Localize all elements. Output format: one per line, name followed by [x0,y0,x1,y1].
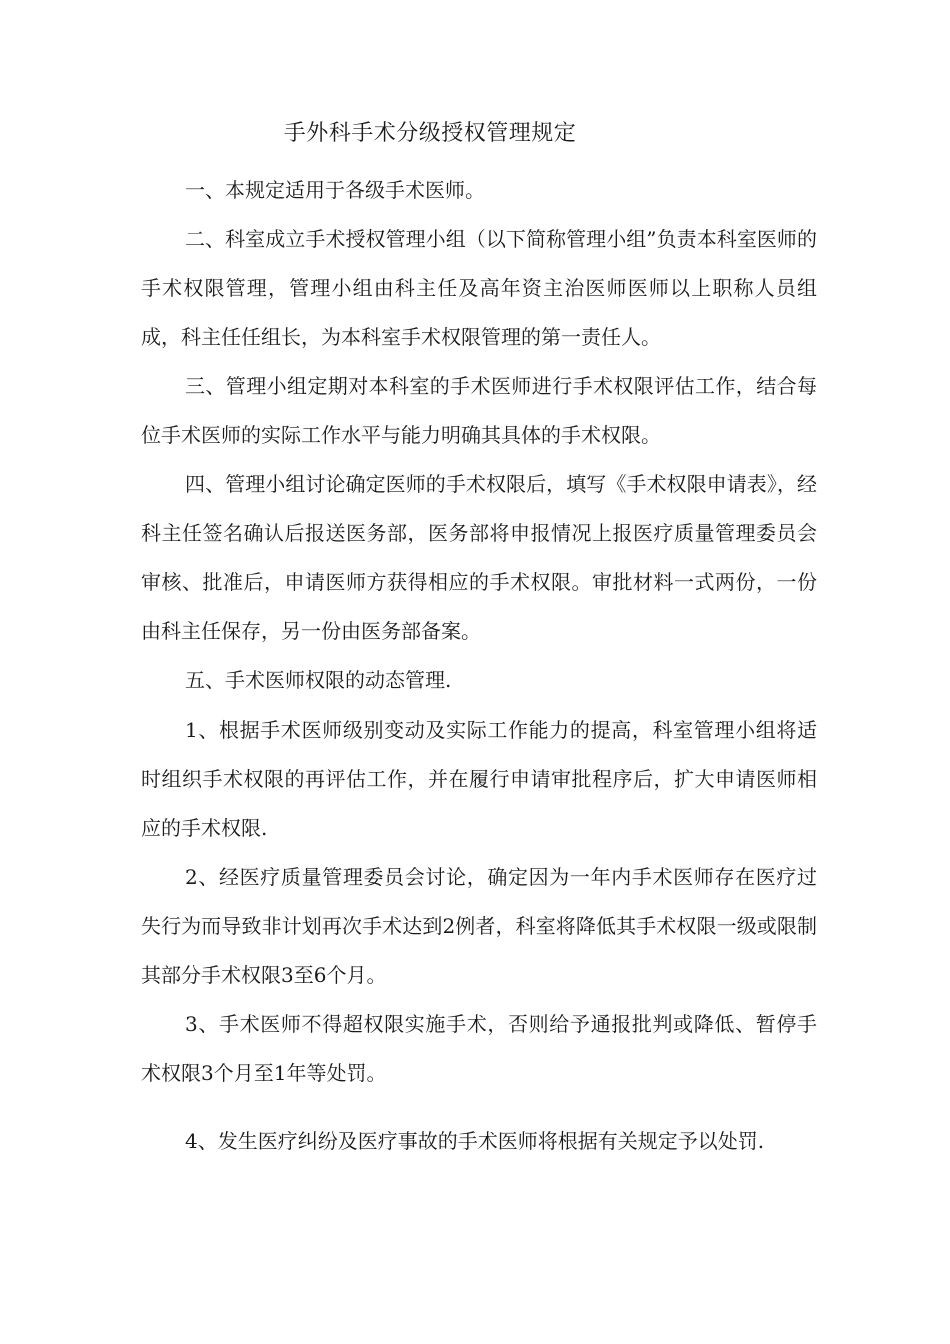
paragraph-3-evaluation: 三、管理小组定期对本科室的手术医师进行手术权限评估工作，结合每位手术医师的实际工作水平与能力明确其具体的手术权限。 [141,374,817,447]
paragraph-1-scope: 一、本规定适用于各级手术医师。 [185,178,485,202]
paragraph-4-application: 四、管理小组讨论确定医师的手术权限后，填写《手术权限申请表》，经科主任签名确认后报送医务部，医务部将申报情况上报医疗质量管理委员会审核、批准后，申请医师方获得相应的手术权限。审批材料一式两份，一份由科主任保存，另一份由医务部备案。 [141,472,817,643]
paragraph-9-dispute-penalty: 4、发生医疗纠纷及医疗事故的手术医师将根据有关规定予以处罚. [185,1129,765,1153]
paragraph-2-management-group: 二、科室成立手术授权管理小组（以下简称管理小组”负责本科室医师的手术权限管理，管理小组由科主任及高年资主治医师医师以上职称人员组成，科主任任组长，为本科室手术权限管理的第一责任人。 [141,227,817,349]
document-title: 手外科手术分级授权管理规定 [283,121,577,146]
paragraph-8-overstep-penalty: 3、手术医师不得超权限实施手术，否则给予通报批判或降低、暂停手术权限3个月至1年等处罚。 [141,1012,817,1085]
paragraph-6-reassessment: 1、根据手术医师级别变动及实际工作能力的提高，科室管理小组将适时组织手术权限的再评估工作，并在履行申请审批程序后，扩大申请医师相应的手术权限. [141,718,817,840]
paragraph-5-dynamic-management: 五、手术医师权限的动态管理. [185,668,452,692]
paragraph-7-downgrade: 2、经医疗质量管理委员会讨论，确定因为一年内手术医师存在医疗过失行为而导致非计划再次手术达到2例者，科室将降低其手术权限一级或限制其部分手术权限3至6个月。 [141,865,817,987]
